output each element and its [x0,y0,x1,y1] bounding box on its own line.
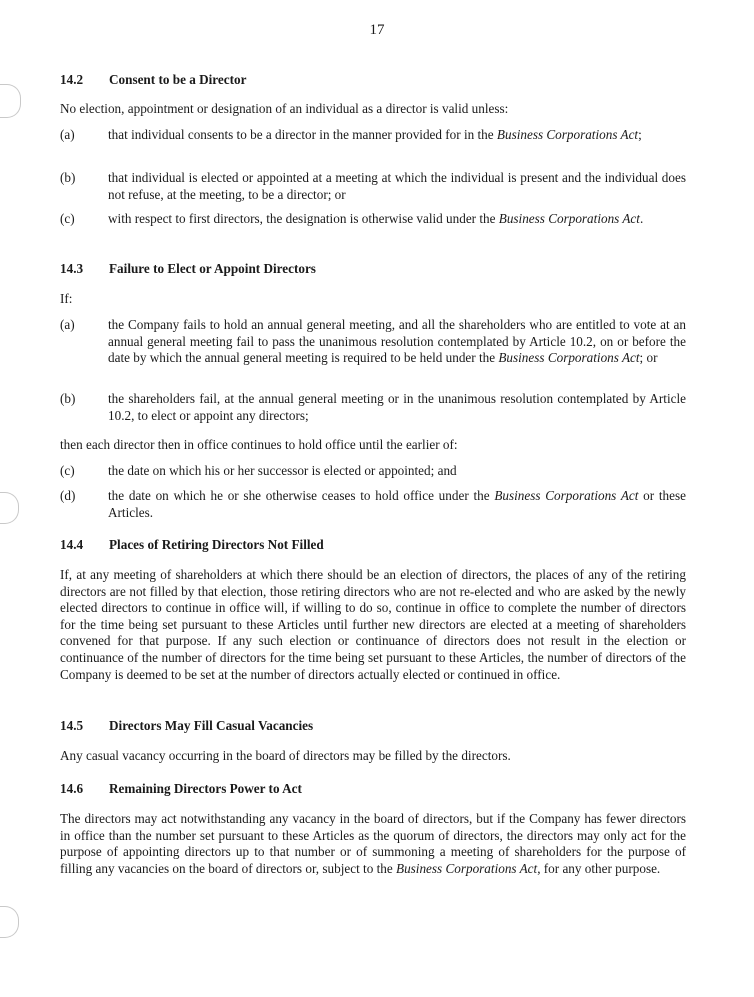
section-title: Failure to Elect or Appoint Directors [109,261,316,276]
section-heading-14-3 [60,261,316,278]
item-label: (d) [60,488,76,503]
item-label: (b) [60,391,76,406]
section-title: Consent to be a Director [109,72,247,87]
section-number: 14.5 [60,718,84,733]
item-text: with respect to first directors, the designation is otherwise valid under the Business Corporations Act. [108,211,644,226]
section-intro: No election, appointment or designation of an individual as a director is valid unless: [60,101,509,116]
section-heading-14-2 [60,72,246,89]
item-text: the Company fails to hold an annual general meeting, and all the shareholders who are entitled to vote at an annual general meeting fail to pass the unanimous resolution contemplated by Article 10.2, on or before the date by which the annual general meeting is required to be held under the Business Corporations Act; or [108,317,686,366]
item-text: the shareholders fail, at the annual general meeting or in the unanimous resolution contemplated by Article 10.2, to elect or appoint any directors; [108,391,686,423]
scan-hole-mark-top [0,84,21,118]
section-title: Remaining Directors Power to Act [109,781,302,796]
item-text: that individual consents to be a director in the manner provided for in the Business Corporations Act; [108,127,642,142]
scan-hole-mark-middle [0,492,19,524]
item-text: that individual is elected or appointed at a meeting at which the individual is present and the individual does not refuse, at the meeting, to be a director; or [108,170,686,202]
section-number: 14.2 [60,72,84,87]
section-heading-14-4 [60,537,324,554]
section-body: The directors may act notwithstanding any vacancy in the board of directors, but if the Company has fewer directors in office than the number set pursuant to these Articles as the quorum of directors, the directors may only act for the purpose of appointing directors up to that number or of summoning a meeting of shareholders for the purpose of filling any vacancies on the board of directors or, subject to the Business Corporations Act, for any other purpose. [60,811,686,876]
item-label: (b) [60,170,76,185]
section-number: 14.3 [60,261,84,276]
item-text: the date on which his or her successor is elected or appointed; and [108,463,457,478]
section-body: If, at any meeting of shareholders at which there should be an election of directors, the places of any of the retiring directors are not filled by that election, those retiring directors who are not re-elected and who are asked by the newly elected directors to continue in office will, if willing to do so, continue in office to complete the number of directors for the time being set pursuant to these Articles until further new directors are elected at a meeting of shareholders convened for that purpose. If any such election or continuance of directors does not result in the election or continuance of the number of directors for the time being set pursuant to these Articles, the number of directors of the Company is deemed to be set at the number of directors actually elected or continued in office. [60,567,686,682]
section-heading-14-6 [60,781,302,798]
section-title: Places of Retiring Directors Not Filled [109,537,324,552]
item-label: (c) [60,463,75,478]
item-label: (c) [60,211,75,226]
section-body: Any casual vacancy occurring in the board of directors may be filled by the directors. [60,748,511,763]
item-text: the date on which he or she otherwise ceases to hold office under the Business Corporations Act or these Articles. [108,488,686,520]
section-heading-14-5 [60,718,313,735]
section-continuation: then each director then in office continues to hold office until the earlier of: [60,437,458,452]
scan-hole-mark-bottom [0,906,19,938]
section-intro: If: [60,291,73,306]
section-number: 14.4 [60,537,84,552]
item-label: (a) [60,317,75,332]
page-number: 17 [369,22,385,38]
item-label: (a) [60,127,75,142]
section-number: 14.6 [60,781,84,796]
section-title: Directors May Fill Casual Vacancies [109,718,314,733]
